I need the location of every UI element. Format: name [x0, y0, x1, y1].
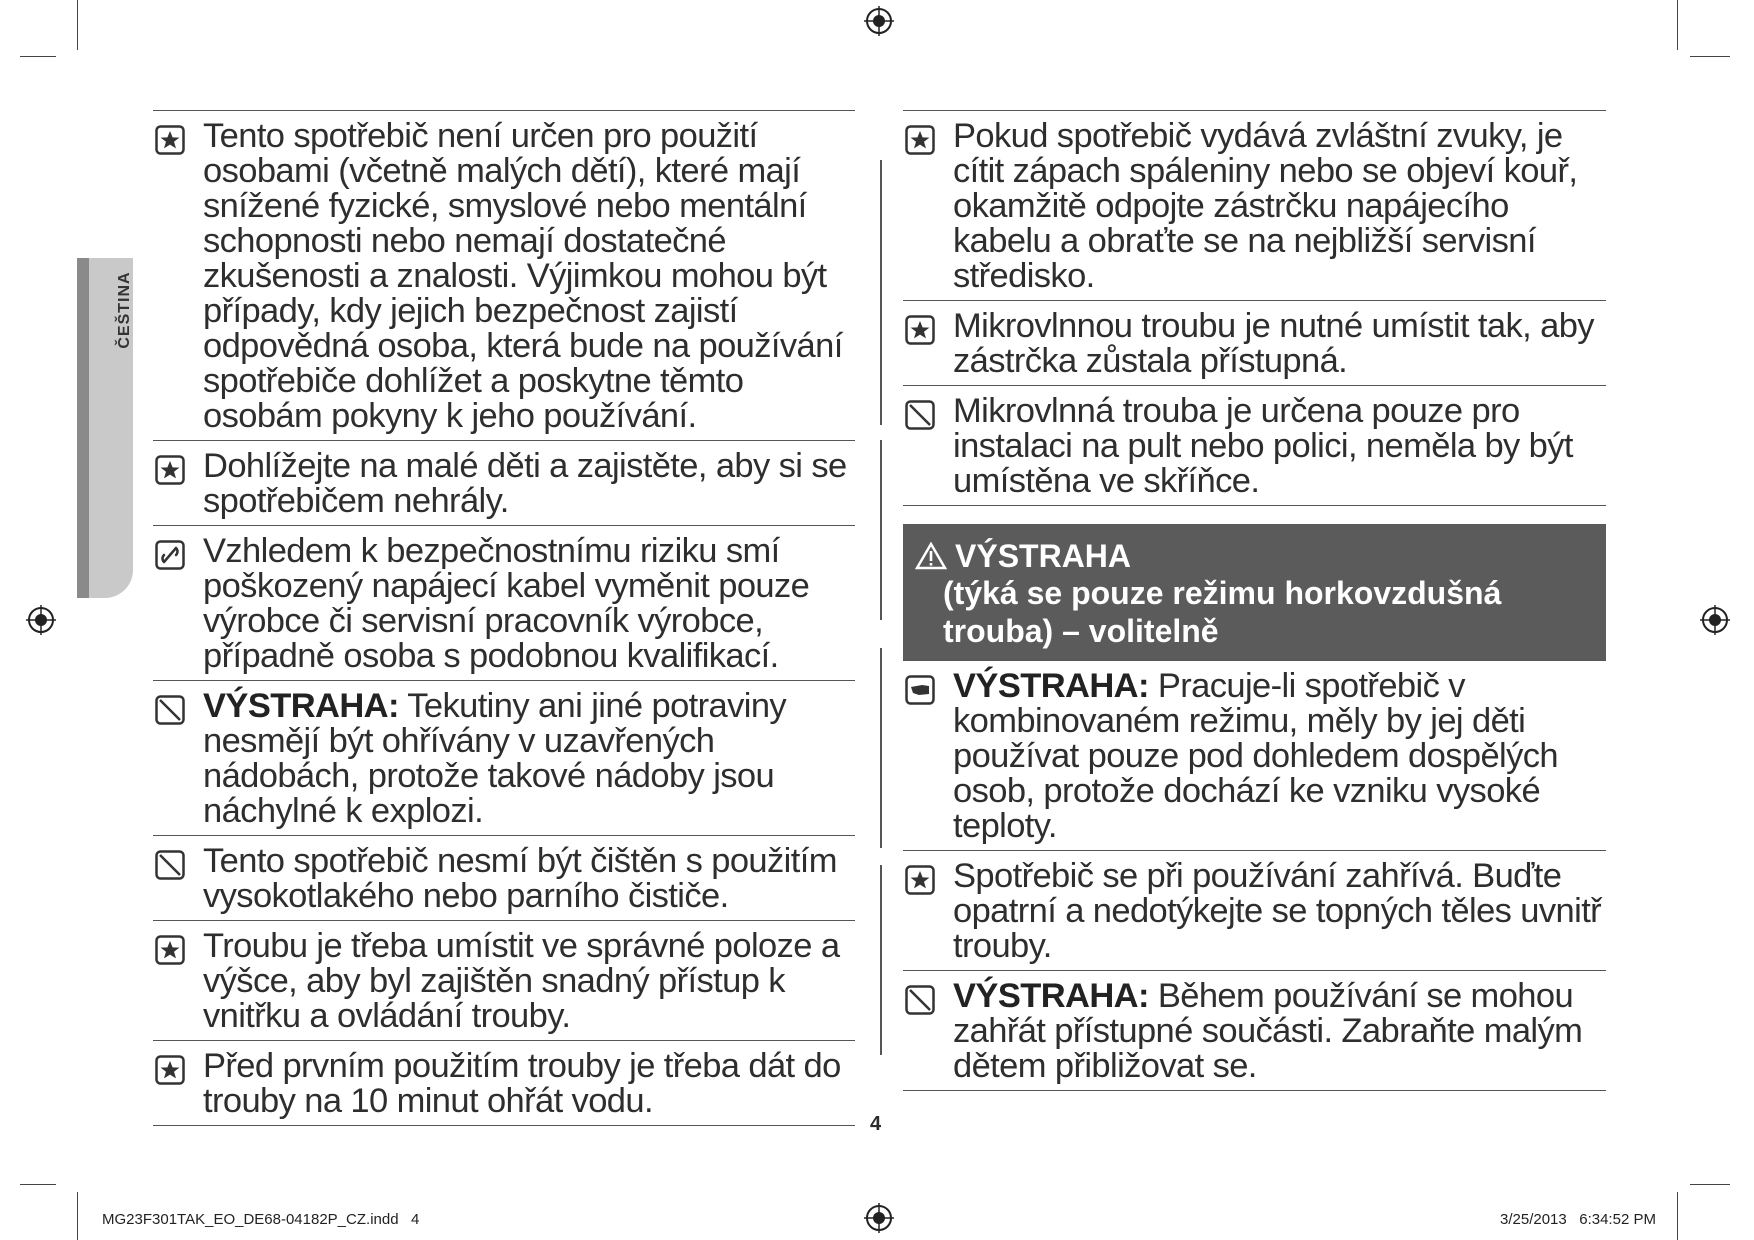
column-divider	[880, 648, 882, 848]
item-body: Vzhledem k bezpečnostnímu riziku smí poškozený napájecí kabel vyměnit pouze výrobce či servisní pracovník výrobce, případně osoba s podobnou kvalifikací.	[203, 532, 810, 675]
item-text	[953, 859, 1606, 964]
list-item	[153, 440, 855, 525]
star-icon	[905, 315, 935, 345]
crop-mark	[77, 1192, 78, 1240]
column-divider	[880, 865, 882, 1055]
item-bold-prefix: VÝSTRAHA:	[953, 667, 1149, 705]
warning-box-title: VÝSTRAHA	[955, 538, 1132, 574]
star-icon	[155, 935, 185, 965]
item-text	[203, 449, 855, 519]
footer-filename: MG23F301TAK_EO_DE68-04182P_CZ.indd 4	[102, 1211, 420, 1228]
prohibited-icon	[155, 695, 185, 725]
warning-triangle-icon	[915, 542, 947, 570]
item-text	[203, 689, 855, 829]
right-column	[903, 110, 1606, 1091]
item-text	[203, 534, 855, 674]
crop-mark	[1690, 1184, 1730, 1185]
registration-mark-icon	[26, 605, 56, 635]
item-text	[203, 1049, 855, 1119]
list-item	[903, 850, 1606, 970]
item-body: Během používání se mohou zahřát přístupné součásti. Zabraňte malým dětem přibližovat se.	[953, 977, 1583, 1085]
item-text	[203, 929, 855, 1034]
list-item	[903, 385, 1606, 506]
list-item	[153, 835, 855, 920]
warning-box-subtitle: (týká se pouze režimu horkovzdušná trouba) – volitelně	[943, 575, 1502, 649]
registration-mark-icon	[864, 1203, 894, 1233]
item-body: Tento spotřebič není určen pro použití osobami (včetně malých dětí), které mají snížené fyzické, smyslové nebo mentální schopnosti nebo nemají dostatečné zkušenosti a znalosti. Výjimkou mohou být případy, kdy jejich bezpečnost zajistí odpovědná osoba, která bude na používání spotřebiče dohlížet a poskytne těmto osobám pokyny k jeho používání.	[203, 117, 843, 435]
star-icon	[155, 1055, 185, 1085]
item-body: Před prvním použitím trouby je třeba dát do trouby na 10 minut ohřát vodu.	[203, 1047, 841, 1120]
star-icon	[905, 865, 935, 895]
warning-box	[903, 524, 1606, 660]
footer-datetime: 3/25/2013 6:34:52 PM	[1500, 1211, 1656, 1228]
list-item	[153, 525, 855, 680]
item-body: Tento spotřebič nesmí být čištěn s použitím vysokotlakého nebo parního čističe.	[203, 842, 837, 915]
list-item	[903, 660, 1606, 850]
language-tab-label: ČEŠTINA	[116, 271, 133, 349]
item-body: Pokud spotřebič vydává zvláštní zvuky, je cítit zápach spáleniny nebo se objeví kouř, okamžitě odpojte zástrčku napájecího kabelu a obraťte se na nejbližší servisní středisko.	[953, 117, 1578, 295]
list-item	[903, 110, 1606, 300]
left-column	[153, 110, 855, 1126]
item-body: Mikrovlnnou troubu je nutné umístit tak, aby zástrčka zůstala přístupná.	[953, 307, 1594, 380]
column-divider	[880, 440, 882, 620]
item-body: Pracuje-li spotřebič v kombinovaném režimu, měly by jej děti používat pouze pod dohledem dospělých osob, protože dochází ke vzniku vysoké teploty.	[953, 667, 1558, 845]
item-bold-prefix: VÝSTRAHA:	[203, 687, 399, 725]
prohibited-icon	[155, 850, 185, 880]
item-body: Dohlížejte na malé děti a zajistěte, aby si se spotřebičem nehrály.	[203, 447, 847, 520]
crop-mark	[20, 56, 56, 57]
item-bold-prefix: VÝSTRAHA:	[953, 977, 1149, 1015]
item-text	[953, 394, 1606, 499]
item-body: Tekutiny ani jiné potraviny nesmějí být ohřívány v uzavřených nádobách, protože takové nádoby jsou náchylné k explozi.	[203, 687, 787, 830]
item-text	[953, 309, 1606, 379]
crop-mark	[1677, 1192, 1678, 1240]
list-item	[903, 970, 1606, 1091]
registration-mark-icon	[864, 6, 894, 36]
crop-mark	[20, 1184, 56, 1185]
item-text	[203, 844, 855, 914]
hand-icon	[905, 675, 935, 705]
item-text	[203, 119, 855, 434]
item-text	[953, 119, 1606, 294]
star-icon	[155, 455, 185, 485]
list-item	[153, 920, 855, 1040]
star-icon	[905, 125, 935, 155]
page-number: 4	[870, 1113, 882, 1135]
list-item	[153, 1040, 855, 1126]
phone-icon	[155, 540, 185, 570]
column-divider	[880, 160, 882, 425]
registration-mark-icon	[1700, 605, 1730, 635]
prohibited-icon	[905, 985, 935, 1015]
prohibited-icon	[905, 400, 935, 430]
item-body: Troubu je třeba umístit ve správné poloze a výšce, aby byl zajištěn snadný přístup k vnitřku a ovládání trouby.	[203, 927, 840, 1035]
star-icon	[155, 125, 185, 155]
item-text	[953, 669, 1606, 844]
crop-mark	[77, 0, 78, 50]
list-item	[903, 300, 1606, 385]
item-body: Spotřebič se při používání zahřívá. Buďte opatrní a nedotýkejte se topných těles uvnitř trouby.	[953, 857, 1602, 965]
item-body: Mikrovlnná trouba je určena pouze pro instalaci na pult nebo polici, neměla by být umístěna ve skříňce.	[953, 392, 1573, 500]
crop-mark	[1677, 0, 1678, 50]
list-item	[153, 680, 855, 835]
item-text	[953, 979, 1606, 1084]
list-item	[153, 110, 855, 440]
crop-mark	[1690, 56, 1730, 57]
